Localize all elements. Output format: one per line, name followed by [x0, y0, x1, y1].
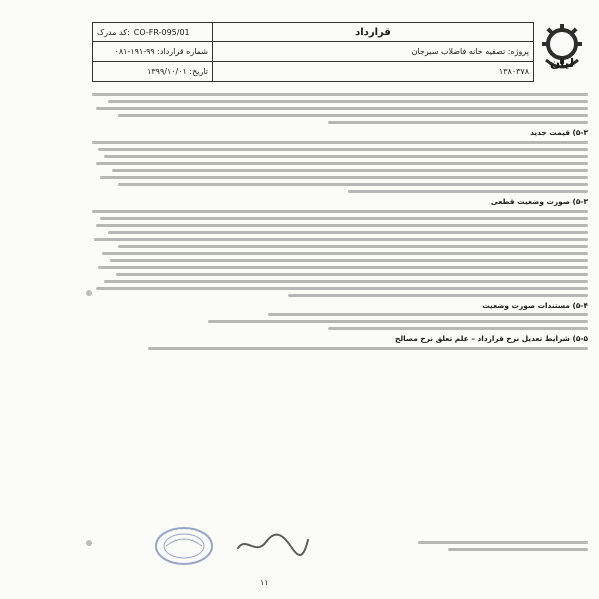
unreadable-text-line	[418, 541, 588, 544]
unreadable-text-line	[208, 320, 588, 323]
unreadable-text-line	[148, 347, 588, 350]
left-margin	[0, 0, 92, 599]
unreadable-text-line	[100, 176, 588, 179]
unreadable-text-line	[96, 162, 588, 165]
header-table	[92, 22, 534, 82]
unreadable-text-line	[104, 280, 588, 283]
unreadable-text-line	[288, 294, 588, 297]
contract-body	[92, 90, 588, 560]
page-number: ۱۱	[260, 578, 269, 587]
section-heading: ۵-۳) قیمت جدید	[530, 128, 588, 137]
number-cell	[213, 62, 533, 81]
number-value: ۱۳۸۰۳۷۸	[498, 66, 529, 76]
unreadable-text-line	[96, 287, 588, 290]
unreadable-text-line	[448, 548, 588, 551]
unreadable-text-line	[102, 252, 588, 255]
header-title: قرارداد	[355, 26, 391, 38]
company-logo	[536, 20, 588, 76]
project-name: پروژه: تصفیه خانه فاضلاب سیرجان	[411, 46, 529, 56]
unreadable-text-line	[112, 169, 588, 172]
unreadable-text-line	[328, 327, 588, 330]
unreadable-text-line	[268, 313, 588, 316]
unreadable-text-line	[348, 190, 588, 193]
unreadable-text-line	[118, 183, 588, 186]
handwritten-signature-icon	[232, 530, 312, 560]
doc-code-label: کد مدرک:	[97, 27, 130, 37]
unreadable-text-line	[108, 100, 588, 103]
unreadable-text-line	[94, 238, 588, 241]
contract-no-cell	[93, 42, 213, 61]
company-stamp-icon	[152, 524, 216, 568]
section-heading: ۵-۴) مستندات صورت وضعیت	[482, 300, 588, 310]
unreadable-text-line	[118, 245, 588, 248]
section-heading: ۵-۵) شرایط تعدیل نرخ قرارداد – علم تعلق نرخ مصالح	[395, 334, 588, 344]
unreadable-text-line	[98, 266, 588, 269]
signature-textbox	[338, 538, 588, 578]
date-cell	[93, 62, 213, 81]
unreadable-text-line	[118, 114, 588, 117]
doc-code-value: CO-FR-095/01	[133, 27, 190, 37]
unreadable-text-line	[116, 273, 588, 276]
section-heading: ۵-۳) صورت وضعیت قطعی	[490, 196, 588, 206]
unreadable-text-line	[96, 107, 588, 110]
date-value: تاریخ: ۱۳۹۹/۱۰/۰۱	[147, 66, 208, 76]
unreadable-text-line	[104, 155, 588, 158]
contract-no: شماره قرارداد: ۹۹-۱۹۱-۰۸۱	[114, 46, 208, 56]
unreadable-text-line	[92, 210, 588, 213]
unreadable-text-line	[92, 93, 588, 96]
signature-area	[92, 520, 588, 580]
logo-text: ليان	[549, 56, 575, 70]
unreadable-text-line	[96, 224, 588, 227]
unreadable-text-line	[98, 148, 588, 151]
unreadable-text-line	[110, 259, 588, 262]
unreadable-text-line	[108, 231, 588, 234]
unreadable-text-line	[328, 121, 588, 124]
title-cell	[213, 23, 533, 42]
doc-code-cell	[93, 23, 213, 42]
unreadable-text-line	[100, 217, 588, 220]
project-cell	[213, 42, 533, 61]
unreadable-text-line	[92, 141, 588, 144]
